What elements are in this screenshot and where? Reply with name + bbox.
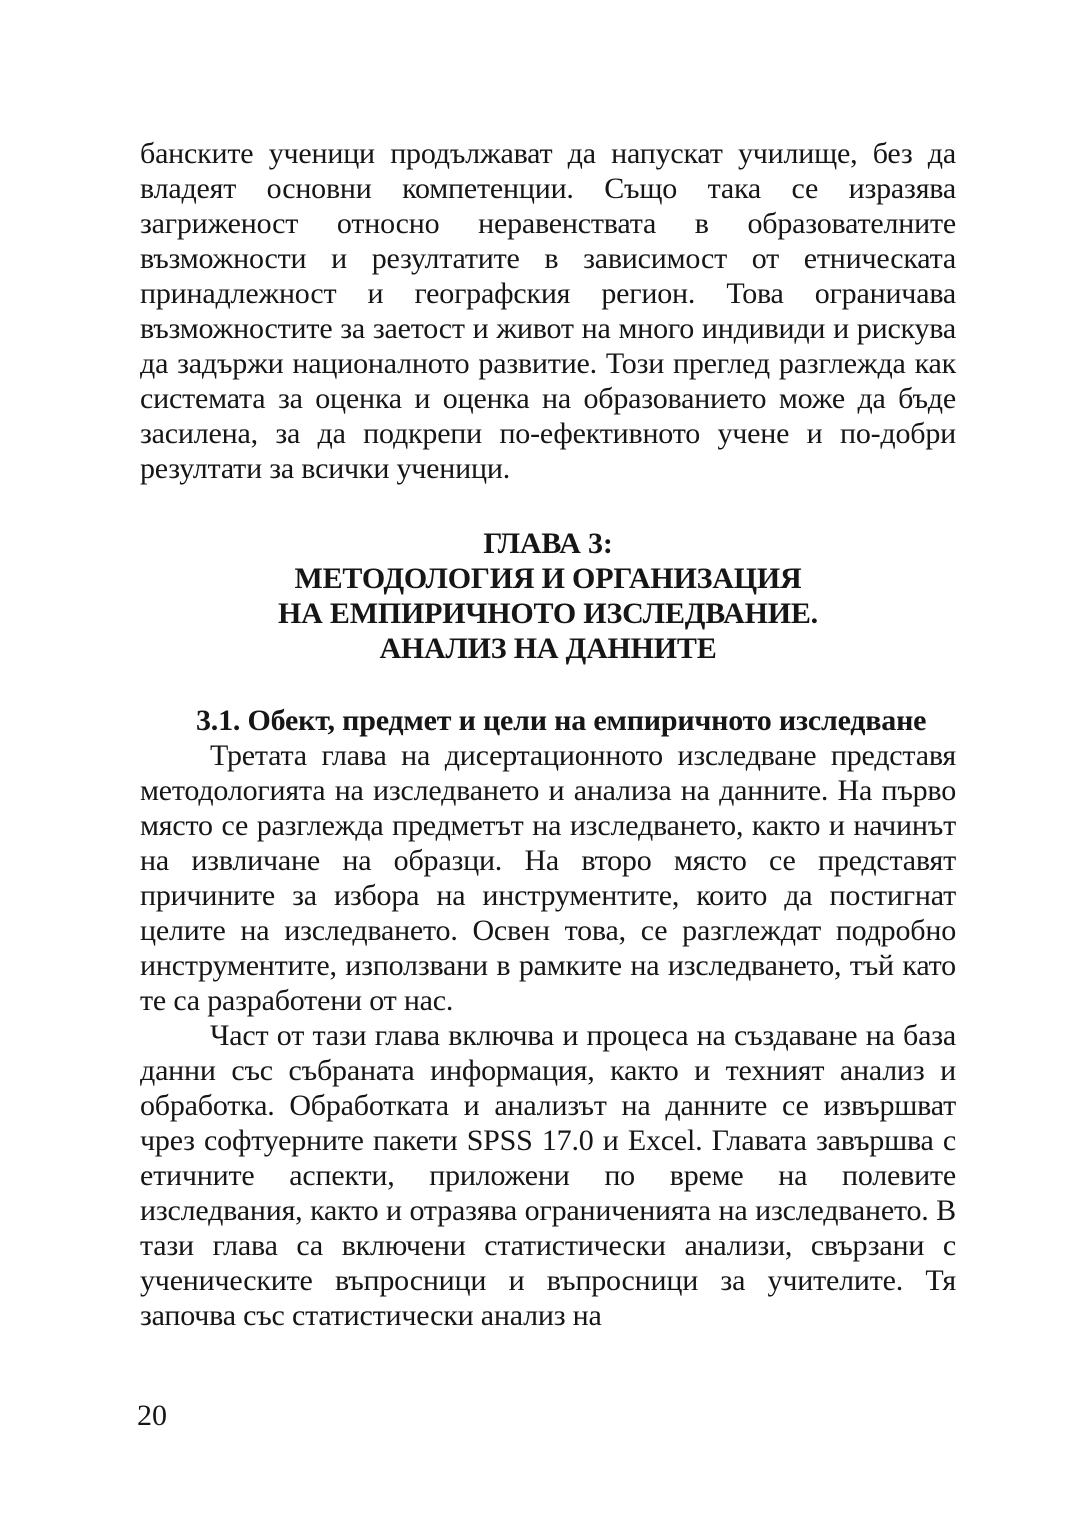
section-heading: 3.1. Обект, предмет и цели на емпиричното изследване bbox=[196, 704, 927, 737]
paragraph: Третата глава на дисертационното изследване представя методологията на изследването и анализа на данните. На първо място се разглежда предметът на изследването, както и начинът на извличане на образци. На второ място се представят причините за избора на инструментите, които да постигнат целите на изследването. Освен това, се разглеждат подробно инструментите, използвани в рамките на изследването, тъй като те са разработени от нас. bbox=[140, 739, 956, 1017]
chapter-heading-line-4: АНАЛИЗ НА ДАННИТЕ bbox=[379, 632, 717, 665]
paragraph-continuation: банските ученици продължават да напускат училище, без да владеят основни компетенции. Също така се изразява загриженост относно неравенствата в образователните възможности и резултатите в зависимост от етническата принадлежност и географския регион. Това ограничава възможностите за заетост и живот на много индивиди и рискува да задържи националното развитие. Този преглед разглежда как системата за оценка и оценка на образованието може да бъде засилена, за да подкрепи по-ефективното учене и по-добри резултати за всички ученици. bbox=[140, 137, 956, 485]
chapter-heading bbox=[140, 526, 956, 666]
paragraph: Част от тази глава включва и процеса на създаване на база данни със събраната информация, както и техният анализ и обработка. Обработката и анализът на данните се извършват чрез софтуерните пакети SPSS 17.0 и Excel. Главата завършва с етичните аспекти, приложени по време на полевите изследвания, както и отразява ограниченията на изследването. В тази глава са включени статистически анализи, свързани с ученическите въпросници и въпросници за учителите. Тя започва със статистически анализ на bbox=[140, 1019, 956, 1332]
chapter-heading-line-3: НА ЕМПИРИЧНОТО ИЗСЛЕДВАНИЕ. bbox=[278, 597, 818, 630]
chapter-heading-line-2: МЕТОДОЛОГИЯ И ОРГАНИЗАЦИЯ bbox=[294, 562, 802, 595]
page-body bbox=[140, 136, 956, 1333]
page-number: 20 bbox=[137, 1399, 167, 1432]
chapter-heading-line-1: ГЛАВА 3: bbox=[483, 527, 613, 560]
